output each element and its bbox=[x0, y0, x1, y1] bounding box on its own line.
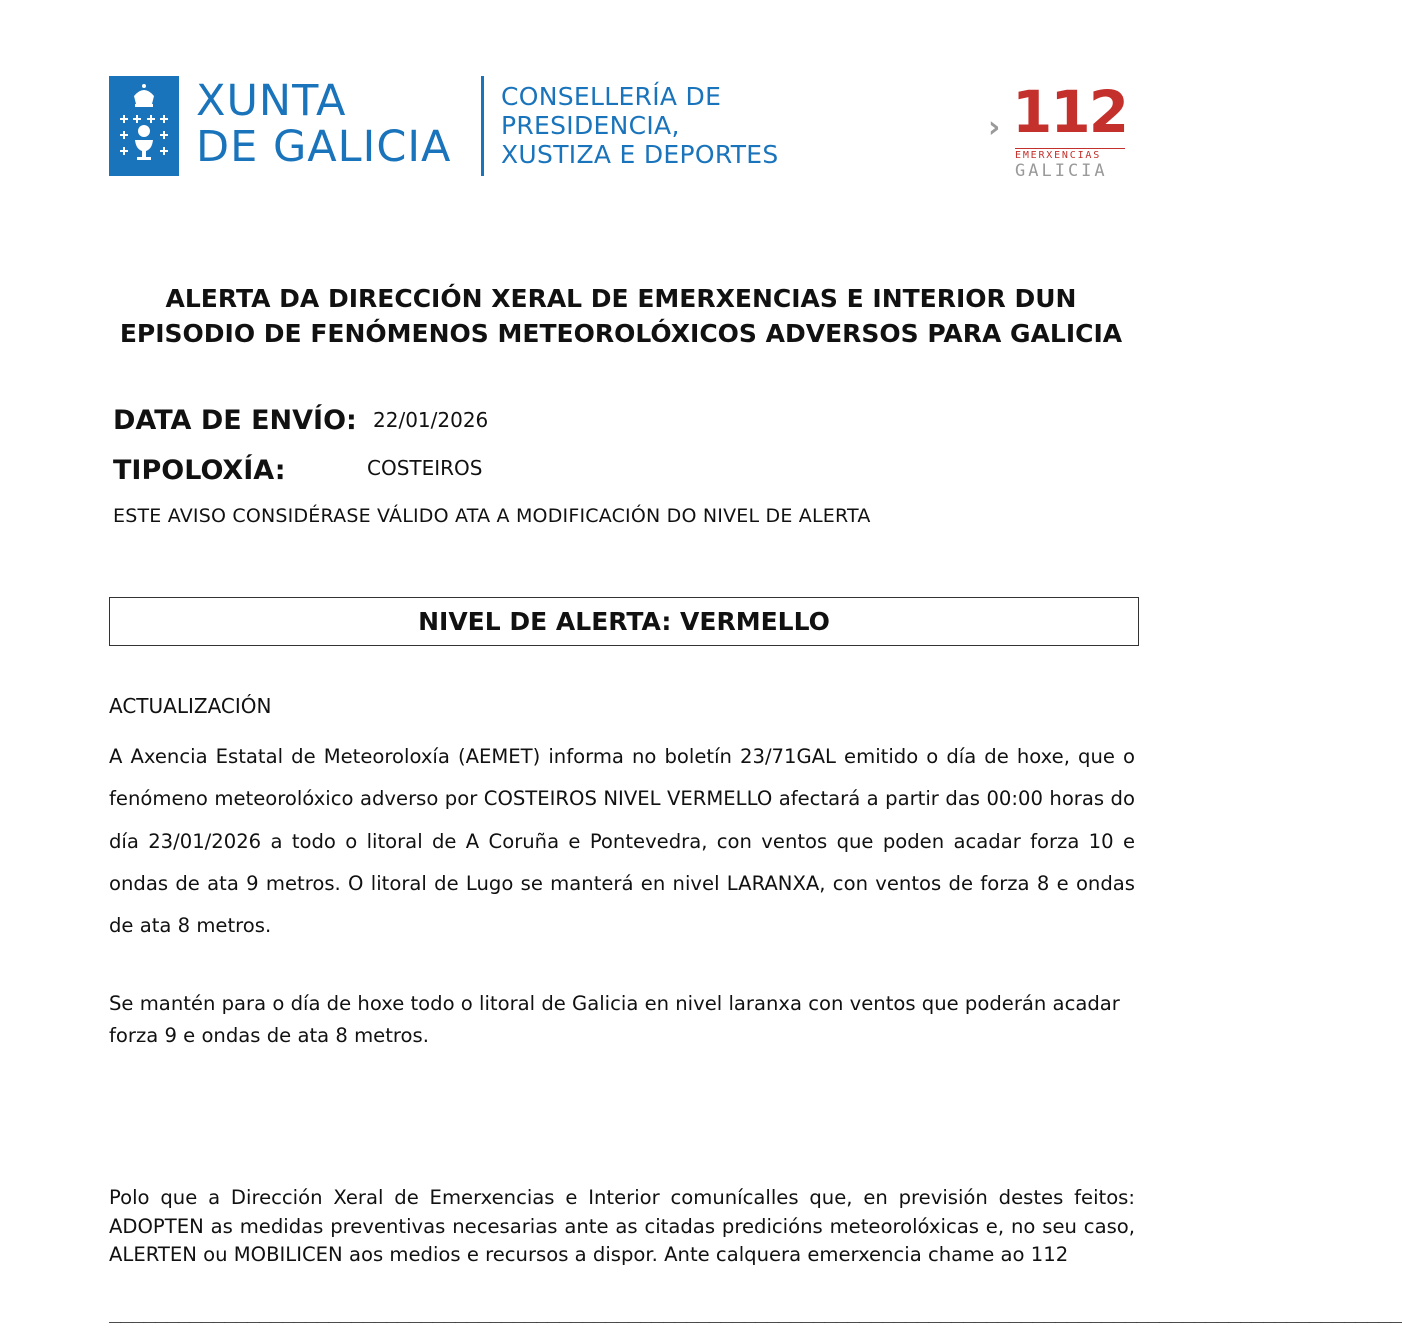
title-line-2: EPISODIO DE FENÓMENOS METEOROLÓXICOS ADVERSOS PARA GALICIA bbox=[119, 319, 1123, 348]
document-title bbox=[60, 281, 1182, 351]
instructions-paragraph: Polo que a Dirección Xeral de Emerxencias e Interior comunícalles que, en previsión destes feitos: ADOPTEN as medidas preventivas necesarias ante as citadas predicións meteorolóxicas e, no seu caso, ALERTEN ou MOBILICEN aos medios e recursos a dispor. Ante calquera emerxencia chame ao 112 bbox=[109, 1186, 1135, 1266]
logo-112-sub1: EMERXENCIAS bbox=[1015, 150, 1102, 161]
type-value: COSTEIROS bbox=[367, 456, 483, 480]
conselleria-line-2: PRESIDENCIA, bbox=[501, 111, 680, 140]
chevron-right-icon: › bbox=[988, 110, 1001, 145]
xunta-coat-of-arms-logo bbox=[109, 76, 179, 176]
section-heading: ACTUALIZACIÓN bbox=[109, 694, 272, 718]
orange-level-paragraph: Se mantén para o día de hoxe todo o litoral de Galicia en nivel laranxa con ventos que poderán acadar forza 9 e ondas de ata 8 metros. bbox=[109, 992, 1120, 1047]
validity-notice: ESTE AVISO CONSIDÉRASE VÁLIDO ATA A MODIFICACIÓN DO NIVEL DE ALERTA bbox=[113, 505, 871, 527]
update-paragraph: A Axencia Estatal de Meteoroloxía (AEMET) informa no boletín 23/71GAL emitido o día de hoxe, que o fenómeno meteorolóxico adverso por COSTEIROS NIVEL VERMELLO afectará a partir das 00:00 horas do día 23/01/2026 a todo o litoral de A Coruña e Pontevedra, con ventos que poden acadar forza 10 e ondas de ata 9 metros. O litoral de Lugo se manterá en nivel LARANXA, con ventos de forza 8 e ondas de ata 8 metros. bbox=[109, 745, 1135, 938]
header-divider bbox=[481, 76, 484, 176]
logo-112-number: 112 bbox=[1012, 78, 1128, 146]
xunta-line-1: XUNTA bbox=[196, 76, 347, 126]
crown-chalice-icon bbox=[109, 76, 179, 176]
alert-level-box bbox=[109, 597, 1139, 646]
logo-112-sub2: GALICIA bbox=[1015, 161, 1108, 181]
logo-112-rule bbox=[1015, 148, 1125, 149]
xunta-line-2: DE GALICIA bbox=[196, 122, 452, 172]
title-line-1: ALERTA DA DIRECCIÓN XERAL DE EMERXENCIAS E INTERIOR DUN bbox=[165, 284, 1077, 313]
type-label: TIPOLOXÍA: bbox=[113, 455, 286, 486]
conselleria-name bbox=[501, 82, 779, 169]
date-value: 22/01/2026 bbox=[373, 408, 489, 432]
xunta-wordmark bbox=[196, 78, 451, 170]
separator-line: ________________________________________________________________________________________________________________ bbox=[109, 1299, 1402, 1323]
conselleria-line-3: XUSTIZA E DEPORTES bbox=[501, 140, 779, 169]
conselleria-line-1: CONSELLERÍA DE bbox=[501, 82, 722, 111]
date-label: DATA DE ENVÍO: bbox=[113, 405, 357, 436]
emerxencias-112-logo bbox=[988, 78, 1128, 184]
alert-level-text: NIVEL DE ALERTA: VERMELLO bbox=[418, 607, 830, 636]
